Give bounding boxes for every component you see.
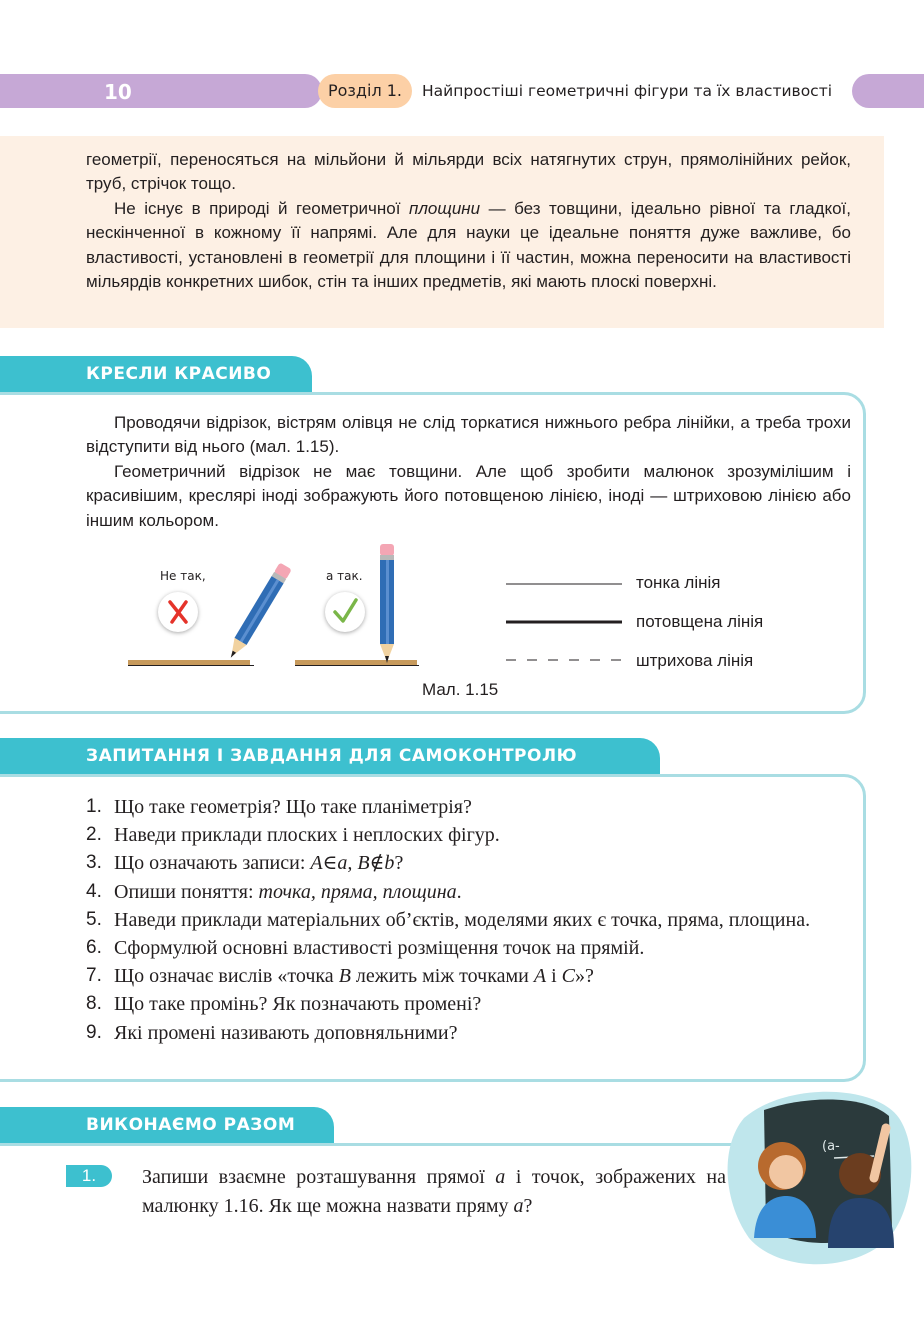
right-mark xyxy=(325,592,365,632)
question-text: Наведи приклади плоских і неплоских фігур. xyxy=(114,824,500,847)
together-section-rule xyxy=(0,1143,736,1146)
task-var: a xyxy=(513,1195,524,1217)
running-title: Найпростіші геометричні фігури та їх властивості xyxy=(422,82,833,100)
question-item xyxy=(86,934,851,962)
legend-thin: тонка лінія xyxy=(636,573,721,592)
question-item xyxy=(86,878,851,906)
question-math: A∈a, B∉b xyxy=(310,852,395,875)
question-text: Сформулюй основні властивості розміщення точок на прямій. xyxy=(114,937,645,960)
question-item xyxy=(86,906,851,934)
question-text-part: лежить між точками xyxy=(350,965,534,988)
header-bar-right xyxy=(852,74,924,108)
students-at-chalkboard-illustration xyxy=(724,1088,916,1270)
wrong-way-label: Не так, xyxy=(160,569,206,583)
question-text: Наведи приклади матеріальних об’єктів, моделями яких є точка, пряма, площина. xyxy=(114,908,811,931)
question-text xyxy=(114,878,851,906)
task-text-part: і точок, зображених на малюнку 1.16. Як ще можна назвати пряму xyxy=(142,1166,727,1217)
intro-text xyxy=(86,148,851,294)
question-number: 5. xyxy=(86,908,102,930)
question-var: C xyxy=(561,965,575,988)
question-number: 8. xyxy=(86,993,102,1015)
question-text xyxy=(114,849,851,877)
question-text-part: Що означають записи: xyxy=(114,852,311,875)
question-terms: точка, пряма, площина xyxy=(258,880,457,903)
section-badge: Розділ 1. xyxy=(318,74,412,108)
question-text: Що таке геометрія? Що таке планіметрія? xyxy=(114,796,472,818)
question-var: A xyxy=(533,965,547,988)
legend-thick: потовщена лінія xyxy=(636,612,764,631)
task-text xyxy=(142,1163,726,1221)
question-number: 3. xyxy=(86,852,102,874)
question-text-part: . xyxy=(456,880,462,903)
question-number: 1. xyxy=(86,796,102,817)
question-var: B xyxy=(338,965,351,988)
question-item xyxy=(86,821,851,849)
together-section-title: ВИКОНАЄМО РАЗОМ xyxy=(0,1107,334,1143)
question-text: Що таке промінь? Як позначають промені? xyxy=(114,993,482,1016)
question-text-part: Опиши поняття: xyxy=(114,880,259,903)
question-item xyxy=(86,990,851,1018)
cross-icon xyxy=(158,592,198,632)
header-bar-left xyxy=(0,74,322,108)
chalk-marks: (a- xyxy=(822,1139,840,1154)
question-text-part: ? xyxy=(394,852,404,875)
right-way-label: а так. xyxy=(326,569,363,583)
task-var: a xyxy=(495,1166,506,1188)
question-text-part: Що означає вислів «точка xyxy=(114,965,339,988)
question-number: 2. xyxy=(86,824,102,846)
pencil-upright-icon xyxy=(377,544,397,666)
page-number: 10 xyxy=(104,80,132,104)
draw-paragraph-2: Геометричний відрізок не має товщини. Але щоб зробити малюнок зрозумілішим і красивішим, креслярі іноді зображують його потовщеною лінією, іноді — штриховою лінією або іншим кольором. xyxy=(86,461,851,530)
intro-p2-term: площини xyxy=(408,198,481,218)
question-item xyxy=(86,849,851,877)
intro-paragraph-2 xyxy=(86,197,851,295)
legend-dashed: штрихова лінія xyxy=(636,651,754,670)
question-item xyxy=(86,962,851,990)
question-text-part: і xyxy=(546,965,562,988)
question-number: 4. xyxy=(86,880,102,902)
wrong-mark xyxy=(158,592,198,632)
intro-p2-before: Не існує в природі й геометричної xyxy=(114,198,409,218)
draw-section-title: КРЕСЛИ КРАСИВО xyxy=(0,356,312,392)
question-number: 9. xyxy=(86,1021,102,1043)
question-text xyxy=(114,962,851,990)
check-icon xyxy=(325,592,365,632)
draw-section-text xyxy=(86,411,851,533)
questions-section-title: ЗАПИТАННЯ І ЗАВДАННЯ ДЛЯ САМОКОНТРОЛЮ xyxy=(0,738,660,774)
question-number: 7. xyxy=(86,965,102,987)
task-text-part: ? xyxy=(523,1195,533,1217)
intro-paragraph-1: геометрії, переносяться на мільйони й мільярди всіх натягнутих струн, прямолінійних рейок, труб, стрічок тощо. xyxy=(86,150,851,194)
draw-paragraph-1: Проводячи відрізок, вістрям олівця не слід торкатися нижнього ребра лінійки, а треба трохи відступити від нього (мал. 1.15). xyxy=(86,413,851,457)
figure-caption: Мал. 1.15 xyxy=(422,680,499,699)
task-text-part: Запиши взаємне розташування прямої xyxy=(142,1166,496,1188)
baseline-right xyxy=(295,665,419,666)
question-item xyxy=(86,793,851,821)
task-number: 1. xyxy=(66,1165,112,1187)
question-number: 6. xyxy=(86,937,102,959)
question-text: Які промені називають доповняльними? xyxy=(114,1021,458,1044)
question-item xyxy=(86,1019,851,1047)
questions-list xyxy=(86,793,851,1047)
pencil-tilted-icon xyxy=(212,558,302,670)
question-text-part: »? xyxy=(574,965,594,988)
line-styles-legend xyxy=(504,575,628,670)
intro-p2-after: — без товщини, ідеально рівної та гладкої, нескінченної в кожному її напрямі. Але для науки це ідеальне поняття дуже важливе, бо властивості, установлені в геометрії для площини і її частин, можна переносити на властивості мільярдів конкретних шибок, стін та інших предметів, які мають плоскі поверхні. xyxy=(86,198,851,292)
